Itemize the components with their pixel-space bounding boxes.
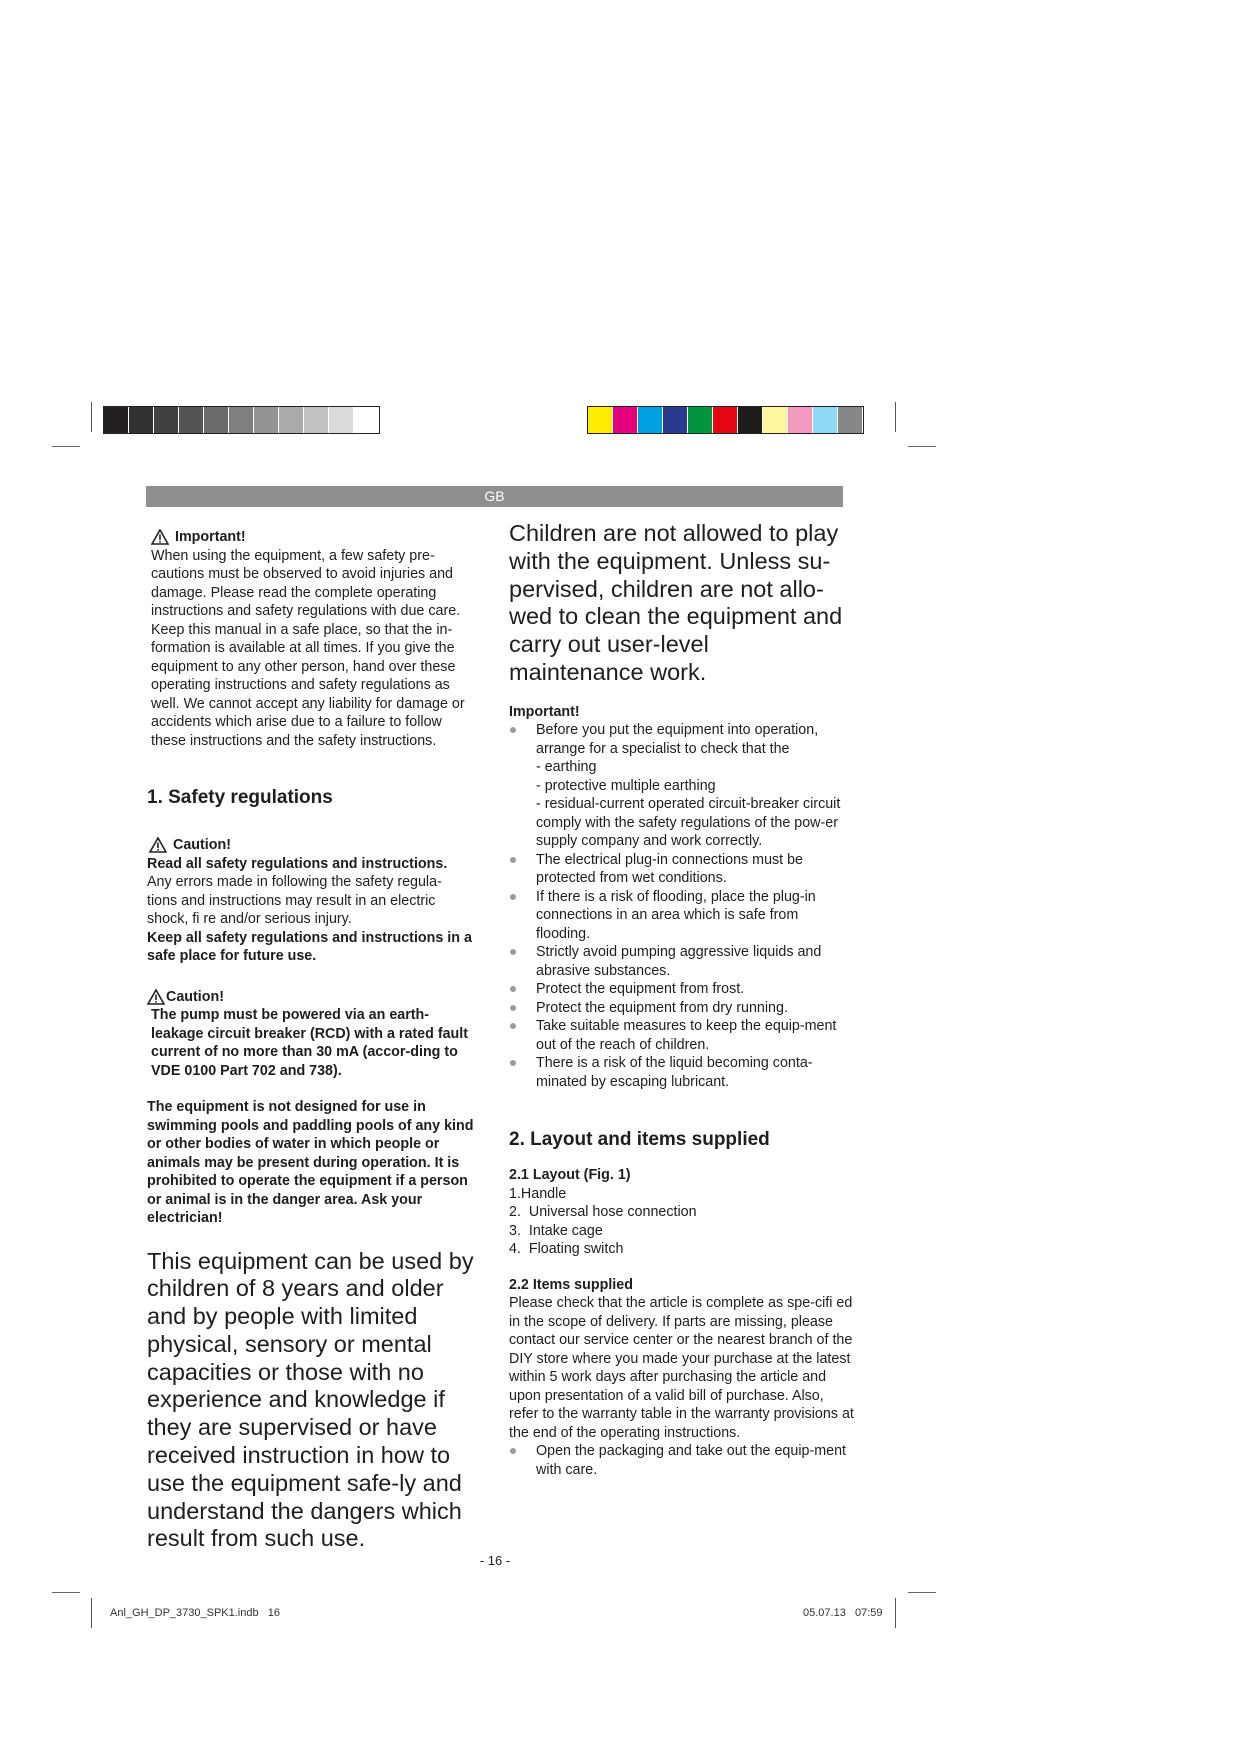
list-item: Strictly avoid pumping aggressive liquids and abrasive substances.	[509, 943, 849, 980]
important-title-right: Important!	[509, 703, 580, 720]
pools-warning: The equipment is not designed for use in swimming pools and paddling pools of any kind or other bodies of water in which people or animals may be present during operation. It is prohibited to operate the equipment if a person or animal is in the danger area. Ask your electrician!	[147, 1099, 474, 1226]
calibration-swatch	[279, 407, 304, 433]
warning-triangle-icon	[149, 837, 167, 853]
bullet-icon	[510, 1005, 516, 1011]
items-supplied-title: 2.2 Items supplied	[509, 1276, 633, 1293]
layout-item-list	[509, 1185, 849, 1259]
left-column	[147, 528, 482, 1553]
caution-heading-2	[147, 988, 482, 1007]
bullet-icon	[510, 1448, 516, 1454]
caution-title: Caution!	[173, 837, 231, 853]
bullet-icon	[510, 727, 516, 733]
calibration-swatch	[204, 407, 229, 433]
list-item: Take suitable measures to keep the equip-ment out of the reach of children.	[509, 1017, 849, 1054]
list-item: Open the packaging and take out the equip-ment with care.	[509, 1442, 849, 1479]
calibration-swatch	[813, 407, 838, 433]
crop-mark	[908, 1592, 936, 1593]
items-supplied-text: Please check that the article is complete as spe-cifi ed in the scope of delivery. If parts are missing, please contact our service center or the nearest branch of the DIY store where you made your purchase at the latest within 5 work days after purchasing the article and upon presentation of a valid bill of purchase. Also, refer to the warranty table in the warranty provisions at the end of the operating instructions.	[509, 1295, 854, 1441]
calibration-swatch	[613, 407, 638, 433]
list-item: 2. Universal hose connection	[509, 1204, 697, 1221]
list-item: The electrical plug-in connections must be protected from wet conditions.	[509, 851, 849, 888]
calibration-swatch	[688, 407, 713, 433]
calibration-swatch	[179, 407, 204, 433]
list-item: There is a risk of the liquid becoming conta-minated by escaping lubricant.	[509, 1054, 849, 1091]
items-supplied-bullet-list	[509, 1442, 849, 1479]
list-item: If there is a risk of flooding, place the plug-in connections in an area which is safe from flooding.	[509, 888, 849, 944]
calibration-swatch	[329, 407, 354, 433]
crop-mark	[52, 446, 80, 447]
crop-mark	[91, 1598, 92, 1628]
crop-mark	[908, 446, 936, 447]
bullet-icon	[510, 986, 516, 992]
calibration-swatch	[588, 407, 613, 433]
grayscale-calibration-bar	[103, 406, 380, 434]
page-number: - 16 -	[479, 1553, 511, 1568]
list-item: 3. Intake cage	[509, 1222, 603, 1239]
footer-file-name: Anl_GH_DP_3730_SPK1.indb 16	[110, 1607, 281, 1619]
bullet-icon	[510, 857, 516, 863]
calibration-swatch	[354, 407, 379, 433]
color-calibration-bar	[587, 406, 864, 434]
rcd-warning: The pump must be powered via an earth-leakage circuit breaker (RCD) with a rated fault current of no more than 30 mA (accor-ding to VDE 0100 Part 702 and 738).	[151, 1007, 469, 1079]
list-item: Protect the equipment from frost.	[509, 980, 849, 999]
children-play-notice: Children are not allowed to play with the equipment. Unless su-pervised, children are not allo-wed to clean the equipment and carry out user-level maintenance work.	[509, 520, 843, 685]
caution-bold-1: Read all safety regulations and instructions.	[147, 855, 448, 872]
caution-bold-2: Keep all safety regulations and instructions in a safe place for future use.	[147, 929, 472, 964]
section-1-title: 1. Safety regulations	[147, 787, 333, 808]
calibration-swatch	[638, 407, 663, 433]
bullet-icon	[510, 1060, 516, 1066]
calibration-swatch	[788, 407, 813, 433]
list-item: Before you put the equipment into operation, arrange for a specialist to check that the - earthing - protective multiple earthing - residual-current operated circuit-breaker circuit comply with the safety regulations of the pow-er supply company and work correctly.	[509, 721, 849, 851]
layout-title: 2.1 Layout (Fig. 1)	[509, 1167, 631, 1184]
calibration-swatch	[838, 407, 863, 433]
list-item: Protect the equipment from dry running.	[509, 999, 849, 1018]
warning-triangle-icon	[147, 989, 165, 1005]
children-use-notice: This equipment can be used by children of 8 years and older and by people with limited physical, sensory or mental capacities or those with no experience and knowledge if they are supervised or have received instruction in how to use the equipment safe-ly and understand the dangers which result from such use.	[147, 1247, 474, 1552]
crop-mark	[52, 1592, 80, 1593]
language-header: GB	[146, 486, 843, 507]
caution-text: Any errors made in following the safety regula-tions and instructions may result in an electric shock, fi re and/or serious injury.	[147, 874, 442, 927]
caution-heading	[147, 836, 482, 855]
bullet-icon	[510, 1023, 516, 1029]
calibration-swatch	[663, 407, 688, 433]
bullet-icon	[510, 894, 516, 900]
warning-triangle-icon	[151, 529, 169, 545]
footer-date: 05.07.13 07:59	[803, 1607, 883, 1619]
bullet-icon	[510, 949, 516, 955]
calibration-swatch	[763, 407, 788, 433]
list-item: 4. Floating switch	[509, 1241, 624, 1258]
important-title: Important!	[175, 529, 246, 545]
calibration-swatch	[154, 407, 179, 433]
important-heading	[147, 528, 482, 547]
crop-mark	[91, 402, 92, 432]
crop-mark	[895, 402, 896, 432]
list-item: 1.Handle	[509, 1185, 567, 1202]
right-column	[509, 520, 854, 1479]
important-text: When using the equipment, a few safety pre-cautions must be observed to avoid injuries and damage. Please read the complete operating instructions and safety regulations with due care. Keep this manual in a safe place, so that the in-formation is available at all times. If you give the equipment to any other person, hand over these operating instructions and safety regulations as well. We cannot accept any liability for damage or accidents which arise due to a failure to follow these instructions and the safety instructions.	[151, 547, 465, 749]
calibration-swatch	[104, 407, 129, 433]
calibration-swatch	[304, 407, 329, 433]
caution-title-2: Caution!	[166, 988, 224, 1005]
safety-bullet-list	[509, 721, 849, 1091]
calibration-swatch	[738, 407, 763, 433]
calibration-swatch	[129, 407, 154, 433]
calibration-swatch	[229, 407, 254, 433]
calibration-swatch	[254, 407, 279, 433]
calibration-swatch	[713, 407, 738, 433]
section-2-title: 2. Layout and items supplied	[509, 1129, 770, 1151]
crop-mark	[895, 1598, 896, 1628]
